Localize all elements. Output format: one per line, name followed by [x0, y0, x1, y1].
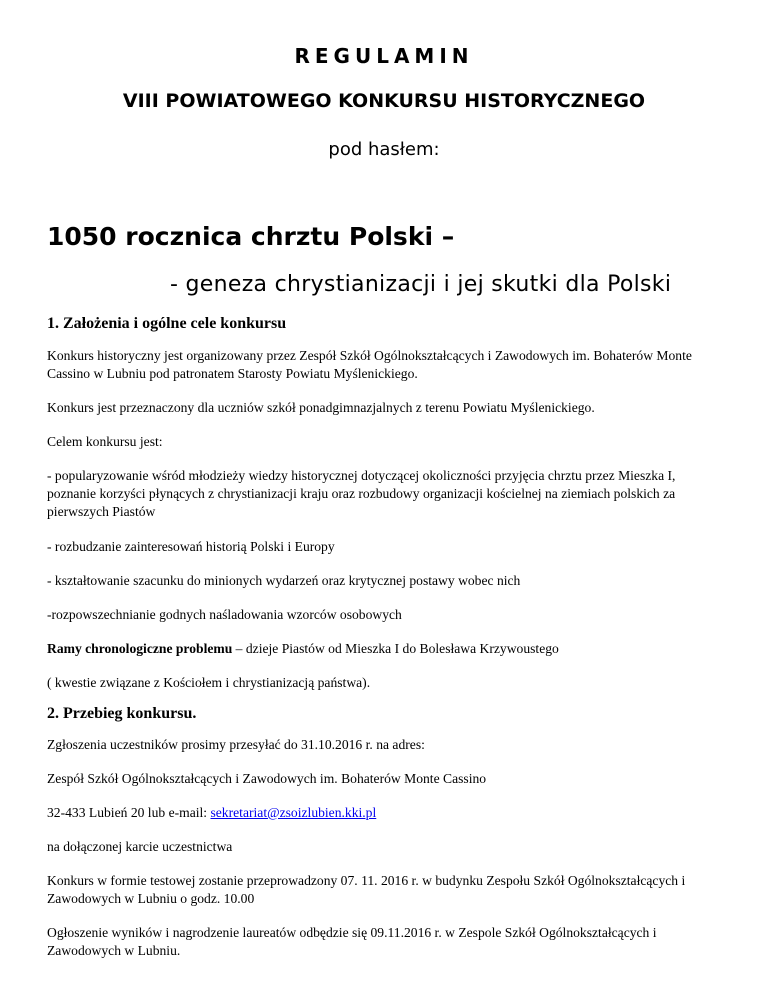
form-note: na dołączonej karcie uczestnictwa — [47, 839, 233, 854]
application-deadline: Zgłoszenia uczestników prosimy przesyłać do 31.10.2016 r. na adres: — [47, 737, 425, 752]
school-address: Zespół Szkół Ogólnokształcących i Zawodowych im. Bohaterów Monte Cassino — [47, 771, 487, 786]
goal-item: - kształtowanie szacunku do minionych wydarzeń oraz krytycznej postawy wobec nich — [47, 573, 521, 588]
motto-intro: pod hasłem: — [328, 139, 440, 160]
results-info: Ogłoszenie wyników i nagrodzenie laureatów odbędzie się 09.11.2016 r. w Zespole Szkół Ogólnokształcących i Zawodowych w Lubniu. — [47, 925, 657, 958]
goal-item: - rozbudzanie zainteresowań historią Polski i Europy — [47, 539, 335, 554]
theme-subtitle: - geneza chrystianizacji i jej skutki dla Polski — [170, 272, 672, 297]
goal-item: - popularyzowanie wśród młodzieży wiedzy historycznej dotyczącej okoliczności przyjęcia chrztu przez Mieszka I, poznanie korzyści płynących z chrystianizacji kraju oraz rozbudowy organizacji kościelnej na ziemiach polskich za pierwszych Piastów — [47, 468, 676, 519]
section-1-heading: 1. Założenia i ogólne cele konkursu — [47, 315, 287, 332]
document-title: REGULAMIN — [294, 44, 474, 68]
chronological-frame-label: Ramy chronologiczne problemu — [47, 641, 233, 656]
section-2-heading: 2. Przebieg konkursu. — [47, 705, 197, 722]
goals-intro: Celem konkursu jest: — [47, 434, 163, 449]
chronological-frame-text: – dzieje Piastów od Mieszka I do Bolesława Krzywoustego — [232, 641, 559, 656]
document-subtitle: VIII POWIATOWEGO KONKURSU HISTORYCZNEGO — [122, 90, 646, 112]
chronological-frame-note: ( kwestie związane z Kościołem i chrystianizacją państwa). — [47, 675, 371, 690]
contact-line — [47, 804, 727, 822]
goal-item: -rozpowszechnianie godnych naśladowania wzorców osobowych — [47, 607, 402, 622]
postal-address: 32-433 Lubień 20 lub e-mail: — [47, 805, 211, 820]
section-1-paragraph-audience: Konkurs jest przeznaczony dla uczniów szkół ponadgimnazjalnych z terenu Powiatu Myślenickiego. — [47, 400, 595, 415]
chronological-frame — [47, 640, 727, 658]
section-1-paragraph-organizer: Konkurs historyczny jest organizowany przez Zespół Szkół Ogólnokształcących i Zawodowych im. Bohaterów Monte Cassino w Lubniu pod patronatem Starosty Powiatu Myślenickiego. — [47, 348, 692, 381]
email-link[interactable]: sekretariat@zsoizlubien.kki.pl — [210, 805, 377, 820]
theme-title: 1050 rocznica chrztu Polski – — [47, 222, 455, 251]
test-info: Konkurs w formie testowej zostanie przeprowadzony 07. 11. 2016 r. w budynku Zespołu Szkół Ogólnokształcących i Zawodowych w Lubniu o godz. 10.00 — [47, 873, 686, 906]
